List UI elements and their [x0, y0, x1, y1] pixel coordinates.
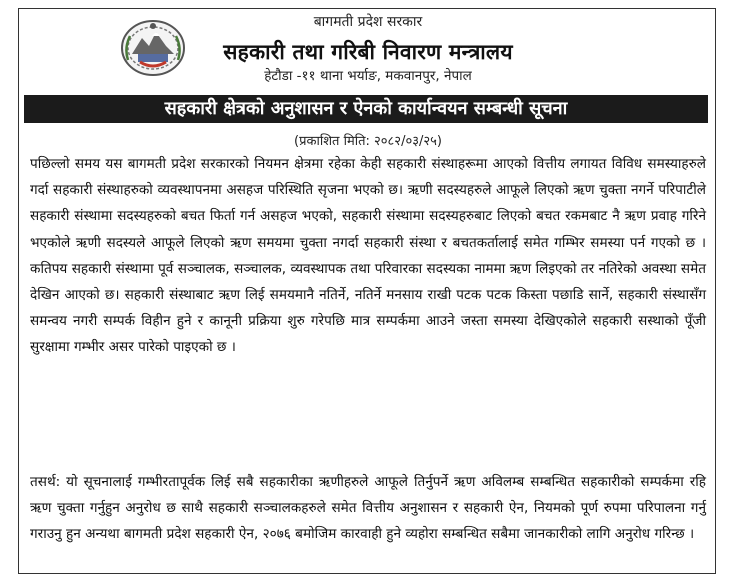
published-date: (प्रकाशित मिति: २०८२/०३/२५) — [294, 134, 442, 149]
notice-paragraph-2: तसर्थ: यो सूचनालाई गम्भीरतापूर्वक लिई सबै सहकारीका ऋणीहरुले आफूले तिर्नुपर्ने ऋण अविलम्ब सम्बन्धित सहकारीको सम्पर्कमा रहि ऋण चुक्ता गर्नुहुन अनुरोध छ साथै सहकारी सञ्चालकहरुले समेत वित्तीय अनुशासन र सहकारी ऐन, नियमको पूर्ण रुपमा परिपालना गर्नु गराउनु हुन अन्यथा बागमती प्रदेश सहकारी ऐन, २०७६ बमोजिम कारवाही हुने व्यहोरा सम्बन्धित सबैमा जानकारीको लागि अनुरोध गरिन्छ । — [30, 474, 706, 543]
ministry-address: हेटौडा -११ थाना भर्याङ, मकवानपुर, नेपाल — [264, 68, 472, 84]
ministry-name: सहकारी तथा गरिबी निवारण मन्त्रालय — [223, 40, 513, 64]
province-name: बागमती प्रदेश सरकार — [313, 14, 423, 30]
notice-title: सहकारी क्षेत्रको अनुशासन र ऐनको कार्यान्वयन सम्बन्धी सूचना — [24, 95, 708, 123]
notice-paragraph-1: पछिल्लो समय यस बागमती प्रदेश सरकारको नियमन क्षेत्रमा रहेका केही सहकारी संस्थाहरूमा आएको वित्तीय लगायत विविध समस्याहरुले गर्दा सहकारी संस्थाहरुको व्यवस्थापनमा असहज परिस्थिति सृजना भएको छ। ऋणी सदस्यहरुले आफूले लिएको ऋण चुक्ता नगर्ने परिपाटीले सहकारी संस्थामा सदस्यहरुको बचत फिर्ता गर्न असहज भएको, सहकारी संस्थामा सदस्यहरुबाट लिएको बचत रकमबाट नै ऋण प्रवाह गरिने भएकोले ऋणी सदस्यले आफूले लिएको ऋण समयमा चुक्ता नगर्दा सहकारी संस्था र बचतकर्तालाई समेत गम्भिर समस्या पर्न गएको छ । कतिपय सहकारी संस्थामा पूर्व सञ्चालक, सञ्चालक, व्यवस्थापक तथा परिवारका सदस्यका नाममा ऋण लिइएको तर नतिरेको अवस्था समेत देखिन आएको छ। सहकारी संस्थाबाट ऋण लिई समयमानै नतिर्ने, नतिर्ने मनसाय राखी पटक पटक किस्ता पछाडि सार्ने, सहकारी संस्थासँग समन्वय नगरी सम्पर्क विहीन हुने र कानूनी प्रक्रिया शुरु गरेपछि मात्र सम्पर्कमा आउने जस्ता समस्या देखिएकोले सहकारी सस्थाको पूँजी सुरक्षामा गम्भीर असर पारेको पाइएको छ । — [30, 156, 706, 356]
